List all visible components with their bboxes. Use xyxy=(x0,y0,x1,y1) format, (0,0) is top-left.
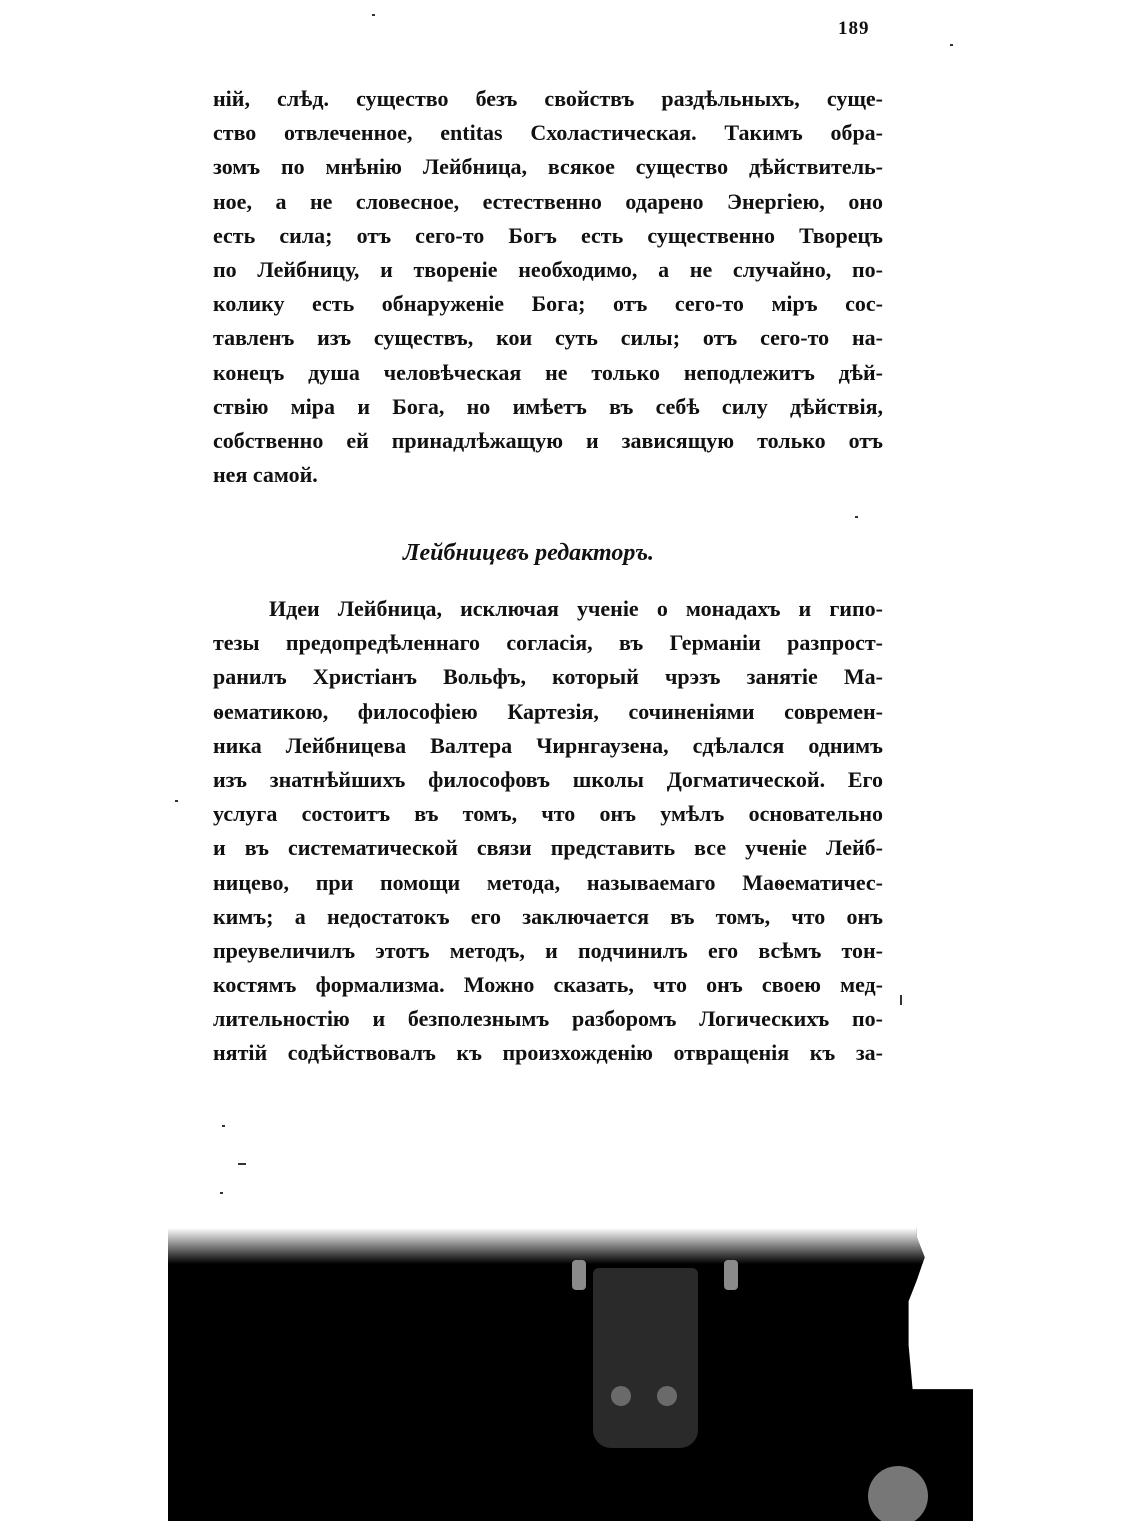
text-line: есть сила; отъ сего-то Богъ есть существенно Творецъ xyxy=(213,222,883,248)
scanner-clamp xyxy=(593,1268,698,1448)
paragraph-2 xyxy=(213,592,883,1071)
scan-speck xyxy=(372,14,375,16)
clamp-hole xyxy=(611,1386,631,1406)
page-number: 189 xyxy=(838,18,870,39)
text-line: нея самой. xyxy=(213,462,318,488)
text-line: изъ знатнѣйшихъ философовъ школы Догматической. Его xyxy=(213,766,883,792)
scan-speck xyxy=(222,1125,225,1127)
scanner-bed-shadow xyxy=(168,1228,973,1521)
scanner-edge-gradient xyxy=(168,1228,973,1264)
text-line: ѳематикою, философiею Картезiя, сочиненiями современ- xyxy=(213,698,883,724)
clamp-hole xyxy=(657,1386,677,1406)
text-line: ранилъ Христiанъ Вольфъ, который чрэзъ занятiе Ма- xyxy=(213,664,883,690)
scanner-knob xyxy=(868,1466,928,1526)
text-line: конецъ душа человѣческая не только неподлежитъ дѣй- xyxy=(213,359,883,385)
text-line: и въ систематической связи представить все ученiе Лейб- xyxy=(213,835,883,861)
scan-speck xyxy=(238,1163,246,1165)
text-line: ствiю мiра и Бога, но имѣетъ въ себѣ силу дѣйствiя, xyxy=(213,393,883,419)
paragraph-1 xyxy=(213,82,883,492)
scanner-pin xyxy=(572,1260,586,1290)
scanner-pin xyxy=(724,1260,738,1290)
text-line: зомъ по мнѣнiю Лейбница, всякое существо дѣйствитель- xyxy=(213,154,883,180)
text-line: ство отвлеченное, entitas Схоластическая. Такимъ обра- xyxy=(213,120,883,146)
scan-speck xyxy=(855,516,858,518)
text-line: собственно ей принадлѣжащую и зависящую только отъ xyxy=(213,427,883,453)
text-line: тезы предопредѣленнаго согласiя, въ Германiи разпрост- xyxy=(213,630,883,656)
scan-speck xyxy=(950,44,953,46)
text-line: ницево, при помощи метода, называемаго Маѳематичес- xyxy=(213,869,883,895)
text-line: по Лейбницу, и творенiе необходимо, а не случайно, по- xyxy=(213,256,883,282)
text-line: ное, а не словесное, естественно одарено Энергiею, оно xyxy=(213,188,883,214)
text-line: преувеличилъ этотъ методъ, и подчинилъ его всѣмъ тон- xyxy=(213,937,883,963)
text-line: кимъ; а недостатокъ его заключается въ томъ, что онъ xyxy=(213,903,883,929)
scan-speck xyxy=(900,995,902,1005)
text-line: тавленъ изъ существъ, кои суть силы; отъ сего-то на- xyxy=(213,325,883,351)
text-line: ника Лейбницева Валтера Чирнгаузена, сдѣлался однимъ xyxy=(213,732,883,758)
text-line: Идеи Лейбница, исключая ученiе о монадахъ и гипо- xyxy=(269,596,883,621)
text-line: колику есть обнаруженiе Бога; отъ сего-то мiръ сос- xyxy=(213,291,883,317)
text-line: костямъ формализма. Можно сказать, что онъ своею мед- xyxy=(213,972,883,998)
section-heading: Лейбницевъ редакторъ. xyxy=(403,540,654,566)
scan-speck xyxy=(175,800,178,802)
text-line: услуга состоитъ въ томъ, что онъ умѣлъ основательно xyxy=(213,801,883,827)
text-line: нiй, слѣд. существо безъ свойствъ раздѣльныхъ, суще- xyxy=(213,86,883,111)
text-line: нятiй содѣйствовалъ къ произхожденiю отвращенiя къ за- xyxy=(213,1040,883,1066)
text-line: лительностiю и безполезнымъ разборомъ Логическихъ по- xyxy=(213,1006,883,1032)
scan-speck xyxy=(220,1192,223,1194)
